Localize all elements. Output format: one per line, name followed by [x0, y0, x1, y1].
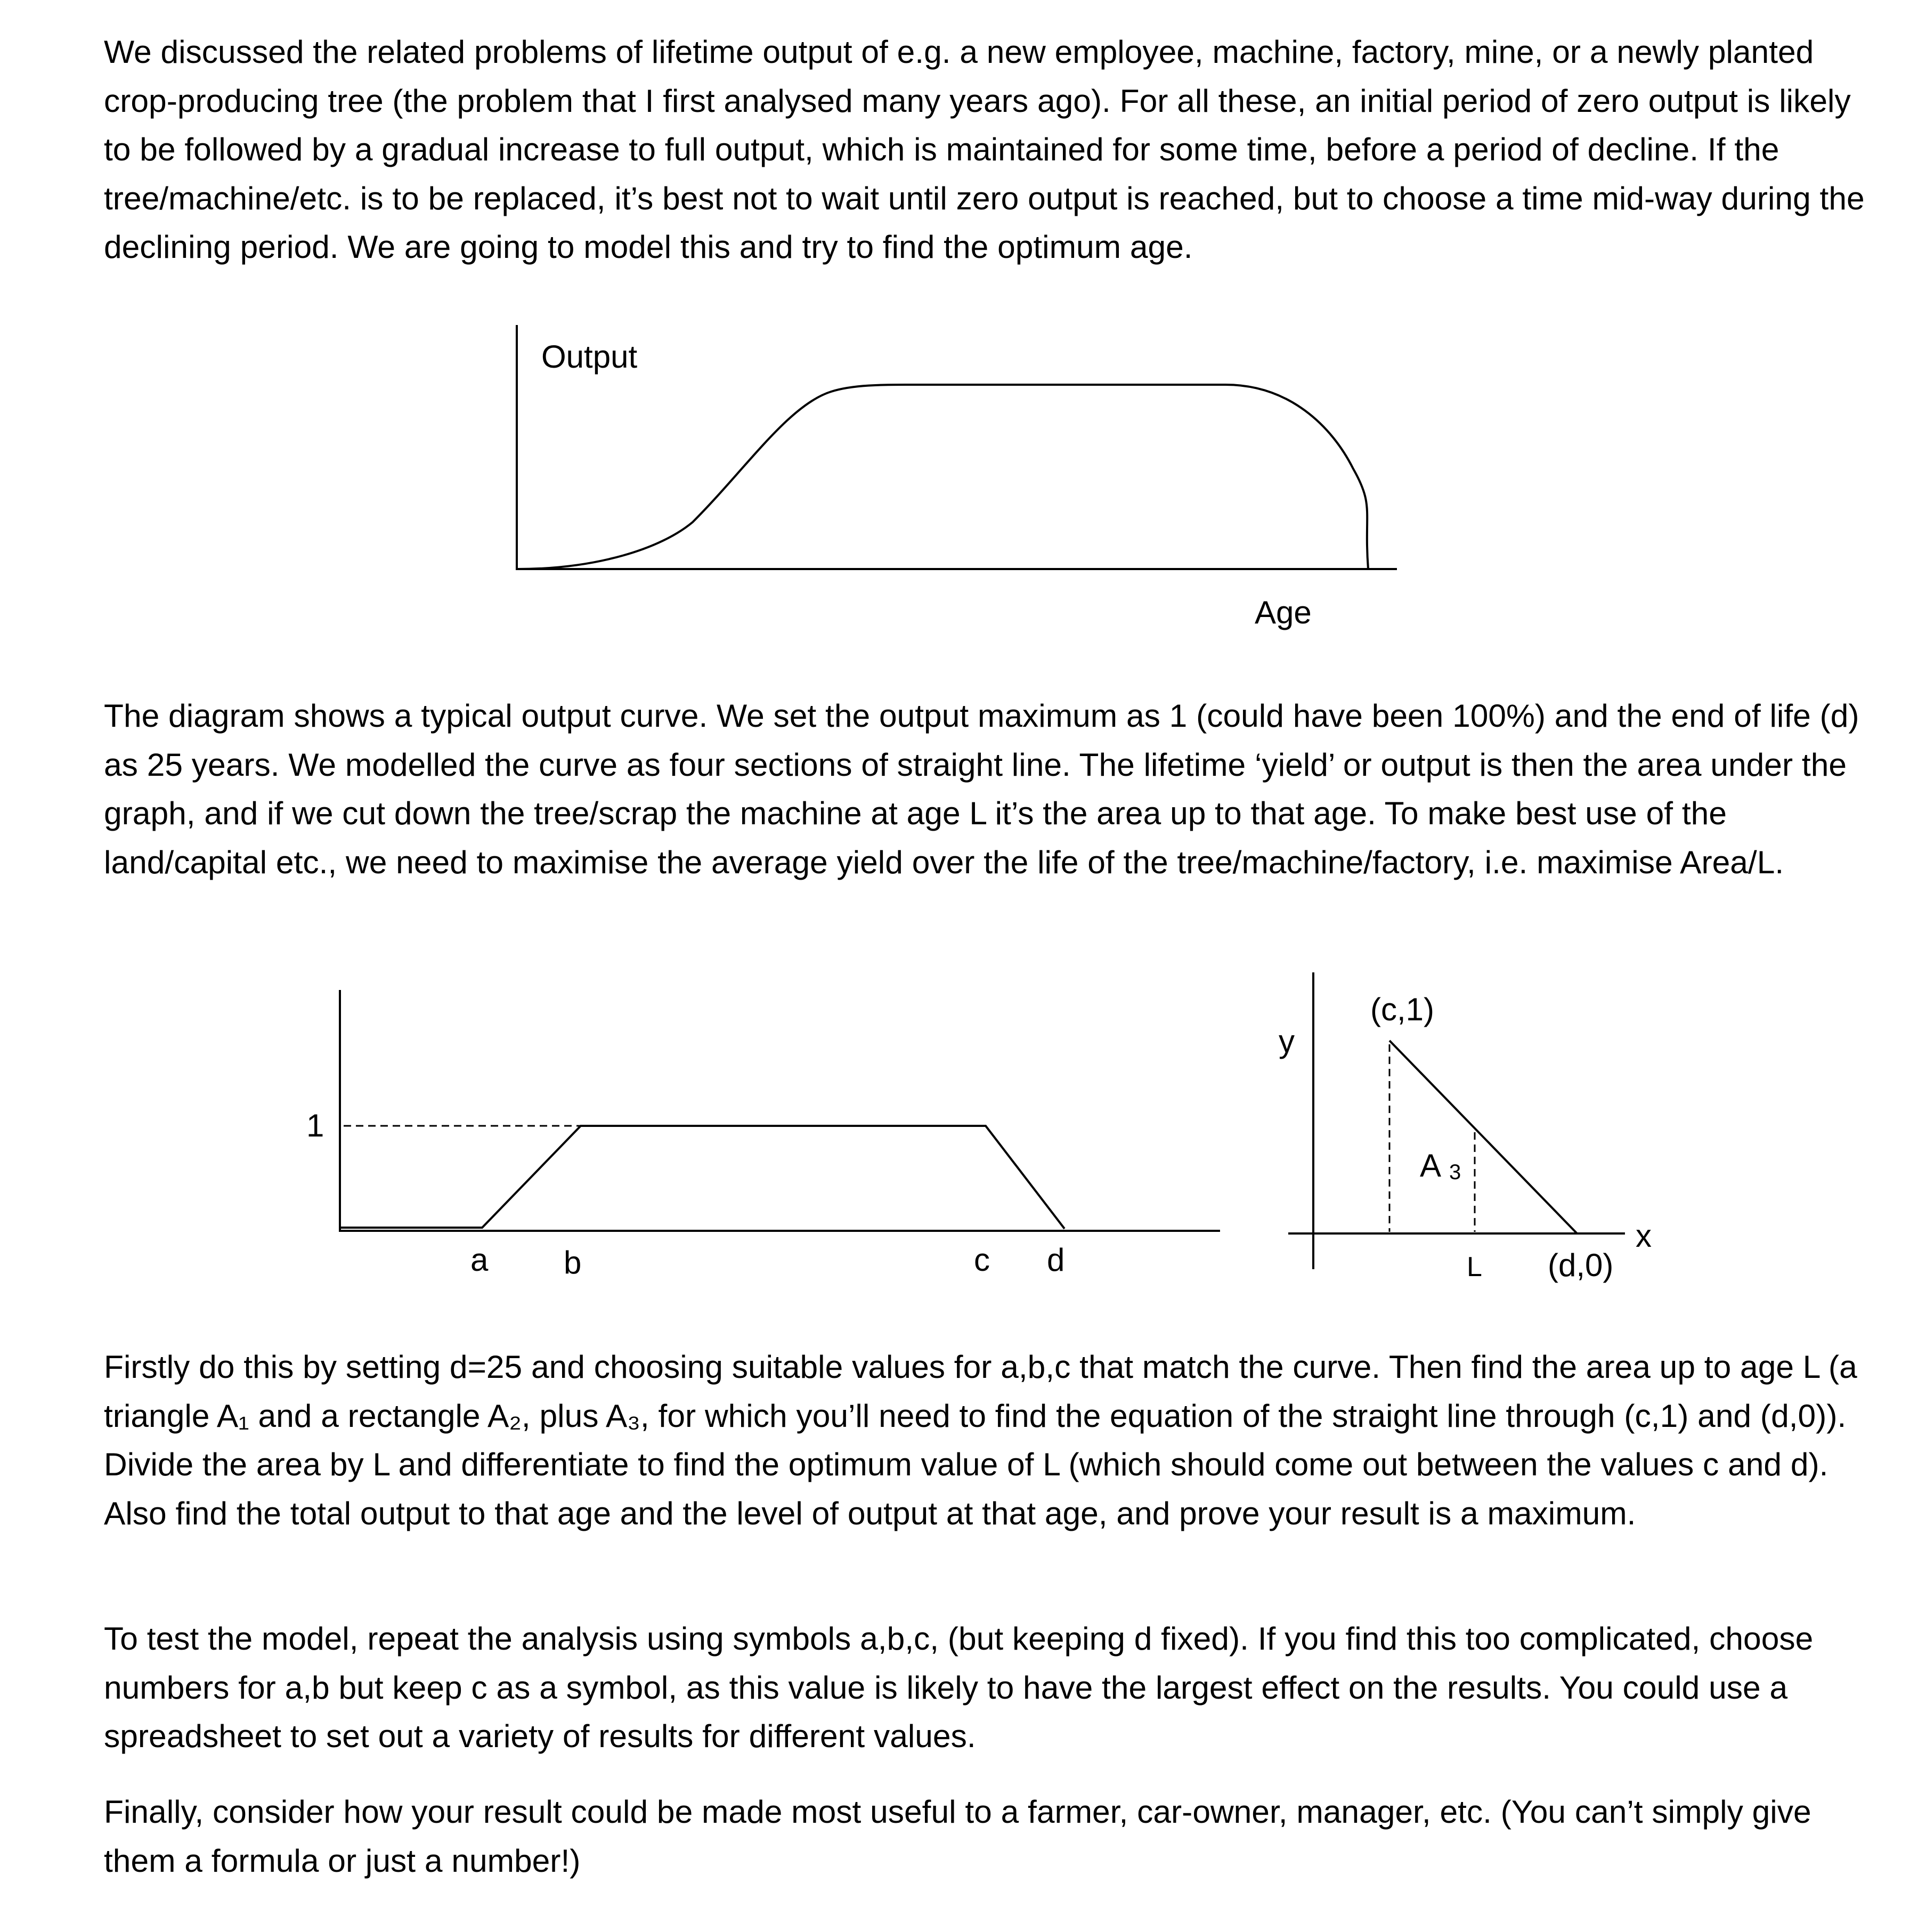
area-A3-label: A [1420, 1148, 1442, 1183]
point-c1-label: (c,1) [1370, 992, 1434, 1027]
model-x-tick-c: c [974, 1242, 990, 1278]
triangle-y-label: y [1279, 1024, 1295, 1059]
age-axis-label: Age [1255, 595, 1312, 630]
point-d0-label: (d,0) [1548, 1247, 1614, 1283]
model-x-tick-b: b [564, 1245, 582, 1280]
area-A3-subscript: 3 [1449, 1160, 1461, 1184]
output-axis-label: Output [541, 339, 638, 375]
model-y-tick-1: 1 [306, 1108, 324, 1143]
task-paragraph: Firstly do this by setting d=25 and choosing suitable values for a,b,c that match the curve. Then find the area up to age L (a triangle A₁ and a rectangle A₂, plus A₃, for which you’ll need to find the equation of the straight line through (c,1) and (d,0)). Divide the area by L and differentiate to find the optimum value of L (which should come out between the values c and d). Also find the total output to that age and the level of output at that age, and prove your result is a maximum. [104, 1349, 1857, 1531]
finally-paragraph: Finally, consider how your result could be made most useful to a farmer, car-owner, manager, etc. (You can’t simply give them a formula or just a number!) [104, 1793, 1811, 1879]
L-label: L [1467, 1252, 1482, 1282]
triangle-x-label: x [1636, 1218, 1652, 1254]
model-x-tick-d: d [1047, 1242, 1065, 1278]
diagram-explanation-paragraph: The diagram shows a typical output curve. We set the output maximum as 1 (could have been 100%) and the end of life (d) as 25 years. We modelled the curve as four sections of straight line. The lifetime ‘yield’ or output is then the area under the graph, and if we cut down the tree/scrap the machine at age L it’s the area up to that age. To make best use of the land/capital etc., we need to maximise the average yield over the life of the tree/machine/factory, i.e. maximise Area/L. [104, 697, 1859, 880]
intro-paragraph: We discussed the related problems of lifetime output of e.g. a new employee, machine, factory, mine, or a newly planted crop-producing tree (the problem that I first analysed many years ago). For all these, an initial period of zero output is likely to be followed by a gradual increase to full output, which is maintained for some time, before a period of decline. If the tree/machine/etc. is to be replaced, it’s best not to wait until zero output is reached, but to choose a time mid-way during the declining period. We are going to model this and try to find the optimum age. [104, 34, 1865, 265]
triangle-sloped-line [1389, 1041, 1577, 1233]
model-x-tick-a: a [470, 1242, 489, 1278]
test-model-paragraph: To test the model, repeat the analysis using symbols a,b,c, (but keeping d fixed). If you find this too complicated, choose numbers for a,b but keep c as a symbol, as this value is likely to have the largest effect on the results. You could use a spreadsheet to set out a variety of results for different values. [104, 1620, 1814, 1754]
